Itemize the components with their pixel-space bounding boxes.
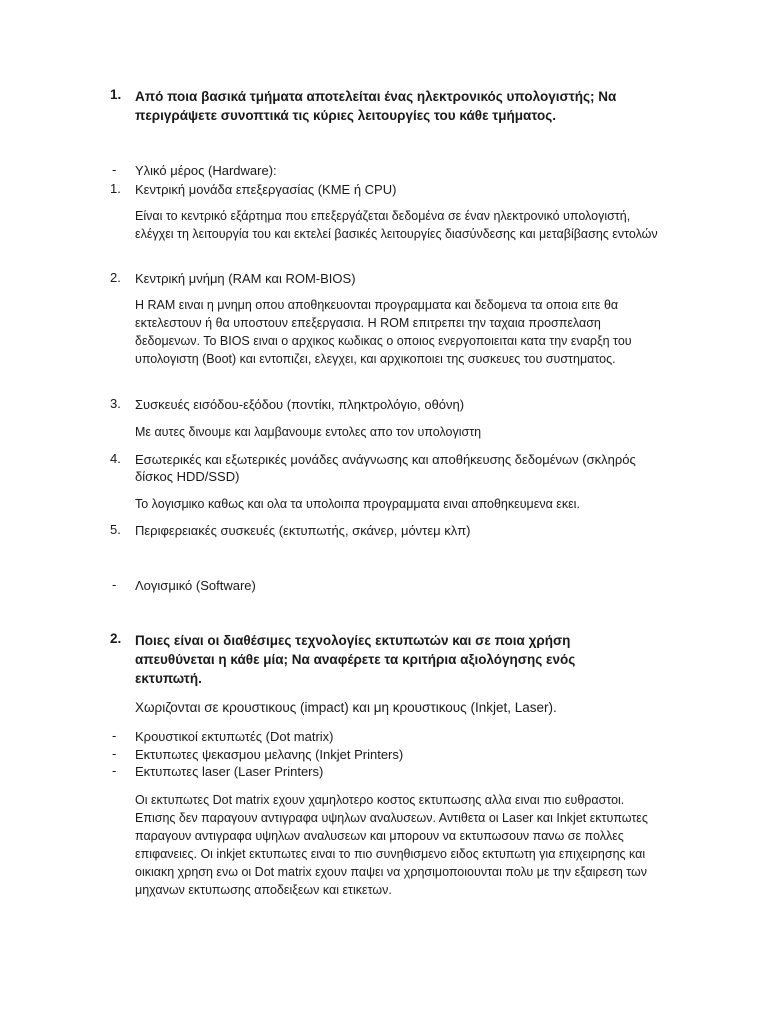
list-item xyxy=(110,522,675,539)
question-text: Από ποια βασικά τμήματα αποτελείται ένας ηλεκτρονικός υπολογιστής; Να περιγράψετε συνοπτικά τις κύριες λειτουργίες του κάθε τμήματος. xyxy=(135,89,617,123)
printers-intro: Χωριζονται σε κρουστικους (impact) και μη κρουστικους (Inkjet, Laser). xyxy=(135,700,557,715)
item-title: Εσωτερικές και εξωτερικές μονάδες ανάγνωσης και αποθήκευσης δεδομένων (σκληρός δίσκος HDD/SSD) xyxy=(135,452,636,484)
software-heading xyxy=(112,577,675,594)
printer-type-label: Εκτυπωτες ψεκασμου μελανης (Inkjet Printers) xyxy=(135,747,404,762)
list-item xyxy=(110,396,675,413)
bullet: - xyxy=(112,162,117,177)
list-item xyxy=(112,763,675,780)
bullet: - xyxy=(112,763,117,778)
list-item xyxy=(112,728,675,745)
software-label: Λογισμικό (Software) xyxy=(135,578,256,593)
item-description: Με αυτες δινουμε και λαμβανουμε εντολες απο τον υπολογιστη xyxy=(135,425,482,439)
question-1 xyxy=(110,87,675,125)
printer-type-label: Κρουστικοί εκτυπωτές (Dot matrix) xyxy=(135,729,334,744)
item-number: 2. xyxy=(110,270,121,285)
question-2 xyxy=(110,631,635,688)
item-number: 5. xyxy=(110,522,121,537)
item-number: 4. xyxy=(110,451,121,466)
printer-type-label: Εκτυπωτες laser (Laser Printers) xyxy=(135,764,324,779)
item-number: 3. xyxy=(110,396,121,411)
item-number: 1. xyxy=(110,181,121,196)
list-item xyxy=(110,270,675,287)
bullet: - xyxy=(112,728,117,743)
bullet: - xyxy=(112,746,117,761)
bullet: - xyxy=(112,577,117,592)
item-title: Κεντρική μονάδα επεξεργασίας (ΚΜΕ ή CPU) xyxy=(135,182,397,197)
item-description: Το λογισμικο καθως και ολα τα υπολοιπα προγραμματα ειναι αποθηκευμενα εκει. xyxy=(135,497,580,511)
item-title: Περιφερειακές συσκευές (εκτυπωτής, σκάνερ, μόντεμ κλπ) xyxy=(135,523,471,538)
item-title: Κεντρική μνήμη (RAM και ROM-BIOS) xyxy=(135,271,356,286)
printers-summary: Οι εκτυπωτες Dot matrix εχουν χαμηλοτερο κοστος εκτυπωσης αλλα ειναι πιο ευθραστοι. Επισης δεν παραγουν αντιγραφα υψηλων αναλυσεων. Αντιθετα οι Laser και Inkjet εκτυπωτες παραγουν αντιγραφα υψηλων αναλυσεων και μπορουν να εκτυπωσουν πανω σε πολλες επιφανειες. Οι inkjet εκτυπωτες ειναι το πιο συνηθισμενο ειδος εκτυπωτη για επιχειρησης και οικιακη χρηση ενω οι Dot matrix εχουν παψει να χρησιμοποιουνται πολυ με την εξαιρεση των μηχανων εκτυπωσης αποδειξεων και ετικετων. xyxy=(135,793,648,897)
question-number: 2. xyxy=(110,631,122,646)
hardware-heading xyxy=(112,162,675,179)
item-title: Συσκευές εισόδου-εξόδου (ποντίκι, πληκτρολόγιο, οθόνη) xyxy=(135,397,465,412)
question-number: 1. xyxy=(110,87,122,102)
list-item xyxy=(112,746,675,763)
item-description: Είναι το κεντρικό εξάρτημα που επεξεργάζεται δεδομένα σε έναν ηλεκτρονικό υπολογιστή, ελέγχει τη λειτουργία του και εκτελεί βασικές λειτουργίες διασύνδεσης και μεταβίβασης εντολών xyxy=(135,209,658,241)
question-text: Ποιες είναι οι διαθέσιμες τεχνολογίες εκτυπωτών και σε ποια χρήση απευθύνεται η κάθε μία; Να αναφέρετε τα κριτήρια αξιολόγησης ενός εκτυπωτή. xyxy=(135,633,576,686)
list-item xyxy=(110,451,655,485)
item-description: Η RAM ειναι η μνημη οπου αποθηκευονται προγραμματα και δεδομενα τα οποια ειτε θα εκτελεστουν ή θα υποστουν επεξεργασια. Η ROM επιτρεπει την ταχαια προσπελαση δεδομενων. Το BIOS ειναι ο αρχικος κωδικας ο οποιος ενεργοποιειται κατα την εναρξη του υπολογιστη (Boot) και εντοπιζει, ελεγχει, και αρχικοποιει της συσκευες του συστηματος. xyxy=(135,298,632,366)
list-item xyxy=(110,181,675,198)
hardware-label: Υλικό μέρος (Hardware): xyxy=(135,163,277,178)
